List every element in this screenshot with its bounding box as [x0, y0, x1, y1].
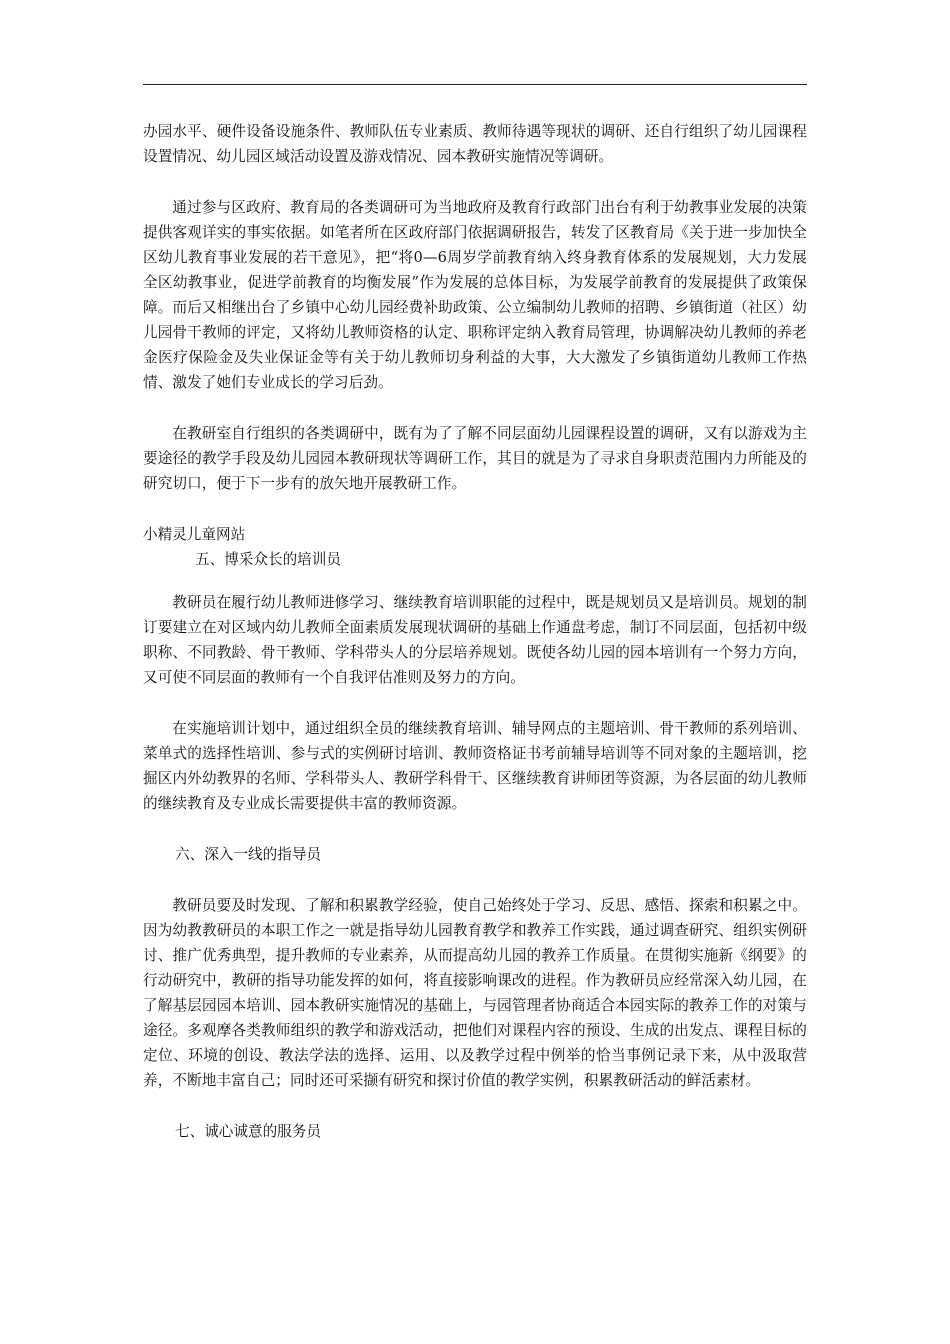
paragraph-trainer-implement: 在实施培训计划中，通过组织全员的继续教育培训、辅导网点的主题培训、骨干教师的系列培训、菜单式的选择性培训、参与式的实例研讨培训、教师资格证书考前辅导培训等不同对象的主题培训，挖掘区内外幼教界的名师、学科带头人、教研学科骨干、区继续教育讲师团等资源，为各层面的幼儿教师的继续教育及专业成长需要提供丰富的教师资源。 [143, 720, 807, 812]
section-heading-5: 五、博采众长的培训员 [195, 551, 341, 568]
site-label: 小精灵儿童网站 [143, 526, 246, 543]
document-body [143, 119, 807, 1144]
paragraph-continued: 办园水平、硬件设备设施条件、教师队伍专业素质、教师待遇等现状的调研、还自行组织了幼儿园课程设置情况、幼儿园区域活动设置及游戏情况、园本教研实施情况等调研。 [143, 123, 807, 165]
section-heading-7: 七、诚心诚意的服务员 [175, 1123, 321, 1140]
paragraph-trainer-plan: 教研员在履行幼儿教师进修学习、继续教育培训职能的过程中，既是规划员又是培训员。规划的制订要建立在对区域内幼儿教师全面素质发展现状调研的基础上作通盘考虑，制订不同层面，包括初中级职称、不同教龄、骨干教师、学科带头人的分层培养规划。既使各幼儿园的园本培训有一个努力方向，又可使不同层面的教师有一个自我评估准则及努力的方向。 [143, 594, 807, 686]
paragraph-research-policy: 通过参与区政府、教育局的各类调研可为当地政府及教育行政部门出台有利于幼教事业发展的决策提供客观详实的事实依据。如笔者所在区政府部门依据调研报告，转发了区教育局《关于进一步加快全区幼儿教育事业发展的若干意见》，把“将0—6周岁学前教育纳入终身教育体系的发展规划，大力发展全区幼教事业，促进学前教育的均衡发展”作为发展的总体目标，为发展学前教育的发展提供了政策保障。而后又相继出台了乡镇中心幼儿园经费补助政策、公立编制幼儿教师的招聘、乡镇街道（社区）幼儿园骨干教师的评定，又将幼儿教师资格的认定、职称评定纳入教育局管理，协调解决幼儿教师的养老金医疗保险金及失业保证金等有关于幼儿教师切身利益的大事，大大激发了乡镇街道幼儿教师工作热情、激发了她们专业成长的学习后劲。 [143, 199, 807, 391]
paragraph-research-self: 在教研室自行组织的各类调研中，既有为了了解不同层面幼儿园课程设置的调研，又有以游戏为主要途径的教学手段及幼儿园园本教研现状等调研工作，其目的就是为了寻求自身职责范围内力所能及的研究切口，便于下一步有的放矢地开展教研工作。 [143, 425, 807, 492]
paragraph-guide: 教研员要及时发现、了解和积累教学经验，使自己始终处于学习、反思、感悟、探索和积累之中。因为幼教教研员的本职工作之一就是指导幼儿园教育教学和教养工作实践，通过调查研究、组织实例研讨、推广优秀典型，提升教师的专业素养，从而提高幼儿园的教养工作质量。在贯彻实施新《纲要》的行动研究中，教研的指导功能发挥的如何，将直接影响课改的进程。作为教研员应经常深入幼儿园，在了解基层园园本培训、园本教研实施情况的基础上，与园管理者协商适合本园实际的教养工作的对策与途径。多观摩各类教师组织的教学和游戏活动，把他们对课程内容的预设、生成的出发点、课程目标的定位、环境的创设、教法学法的选择、运用、以及教学过程中例举的恰当事例记录下来，从中汲取营养，不断地丰富自己；同时还可采撷有研究和探讨价值的教学实例，积累教研活动的鲜活素材。 [143, 897, 807, 1089]
section-heading-6: 六、深入一线的指导员 [175, 846, 321, 863]
header-rule [143, 84, 807, 85]
